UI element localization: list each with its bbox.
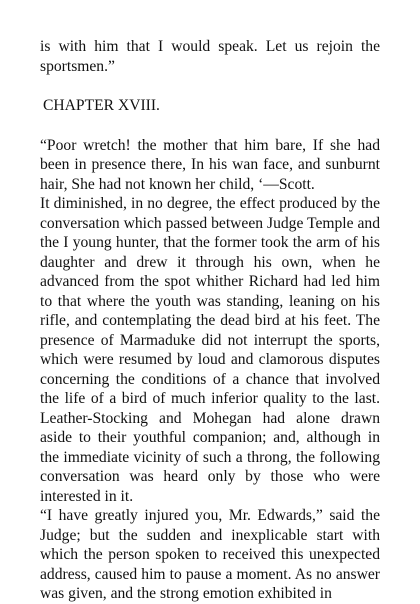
- body-paragraph: It diminished, in no degree, the effect produced by the conversation which passed between Judge Temple and the I young hunter, that the former took the arm of his daughter and drew it through his own, when he advanced from the spot whither Richard had led him to that where the youth was standing, leaning on his rifle, and contemplating the dead bird at his feet. The presence of Marmaduke did not interrupt the sports, which were resumed by loud and clamorous disputes concerning the conditions of a chance that involved the life of a bird of much inferior quality to the last. Leather-Stocking and Mohegan had alone drawn aside to their youthful companion; and, although in the immediate vicinity of such a throng, the following conversation was heard only by those who were interested in it.: [40, 195, 380, 505]
- chapter-heading: CHAPTER XVIII.: [43, 97, 160, 114]
- document-page: [40, 37, 380, 604]
- body-paragraph: “I have greatly injured you, Mr. Edwards,” said the Judge; but the sudden and inexplicable start with which the person spoken to received this unexpected address, caused him to pause a moment. As no answer was given, and the strong emotion exhibited in: [40, 507, 380, 602]
- epigraph: “Poor wretch! the mother that him bare, If she had been in presence there, In his wan face, and sunburnt hair, She had not known her child, ‘—Scott.: [40, 136, 380, 193]
- paragraph-gap: [40, 76, 380, 96]
- paragraph-gap: [40, 116, 380, 136]
- opening-paragraph: is with him that I would speak. Let us rejoin the sportsmen.”: [40, 38, 380, 75]
